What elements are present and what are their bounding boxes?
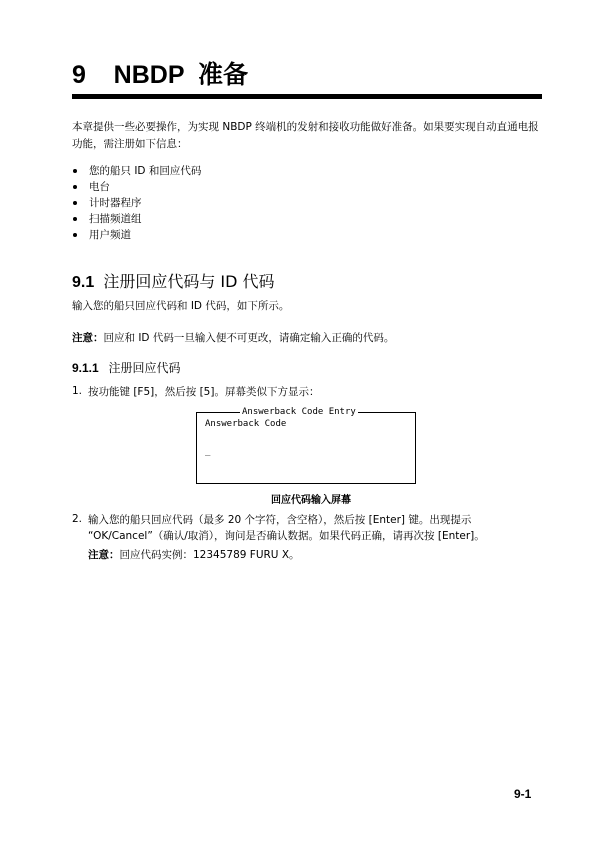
list-item: 电台 — [72, 179, 201, 195]
list-item: 用户频道 — [72, 227, 201, 243]
section-text: 输入您的船只回应代码和 ID 代码，如下所示。 — [72, 300, 290, 312]
screen-label: Answerback Code — [205, 419, 287, 429]
registration-list — [72, 163, 201, 243]
note-text: 回应和 ID 代码一旦输入便不可更改，请确定输入正确的代码。 — [103, 332, 395, 344]
section-heading-9-1 — [72, 271, 275, 294]
note-label: 注意： — [72, 332, 104, 344]
step-2-note — [88, 546, 542, 564]
step-1-number: 1. — [72, 385, 83, 397]
note-text: 回应代码实例：12345789 FURU X。 — [119, 549, 300, 561]
list-item: 计时器程序 — [72, 195, 201, 211]
intro-paragraph: 本章提供一些必要操作，为实现 NBDP 终端机的发射和接收功能做好准备。如果要实现自动直通电报功能，需注册如下信息： — [72, 121, 539, 150]
list-item: 您的船只 ID 和回应代码 — [72, 163, 201, 179]
page-number: 9-1 — [514, 787, 532, 801]
section-title: 注册回应代码与 ID 代码 — [103, 272, 275, 291]
section-number: 9.1 — [72, 274, 95, 291]
list-item: 扫描频道组 — [72, 211, 201, 227]
screen-legend: Answerback Code Entry — [242, 407, 356, 417]
subsection-heading-9-1-1 — [72, 360, 181, 376]
screen-cursor: _ — [205, 447, 211, 457]
step-2-line-1: 输入您的船只回应代码（最多 20 个字符，含空格），然后按 [Enter] 键。出现提示 — [88, 514, 472, 526]
note-label: 注意： — [88, 549, 120, 561]
figure-caption: 回应代码输入屏幕 — [271, 495, 351, 506]
step-1-text: 按功能键 [F5]，然后按 [5]。屏幕类似下方显示： — [88, 386, 320, 398]
step-2-number: 2. — [72, 513, 83, 525]
subsection-number: 9.1.1 — [72, 361, 99, 375]
title-rule — [72, 94, 542, 99]
subsection-title: 注册回应代码 — [108, 361, 181, 375]
chapter-title: 9 NBDP 准备 — [72, 61, 248, 89]
note — [72, 330, 542, 347]
step-2-line-2: “OK/Cancel”（确认/取消），询问是否确认数据。如果代码正确，请再次按 [Enter]。 — [88, 530, 485, 542]
